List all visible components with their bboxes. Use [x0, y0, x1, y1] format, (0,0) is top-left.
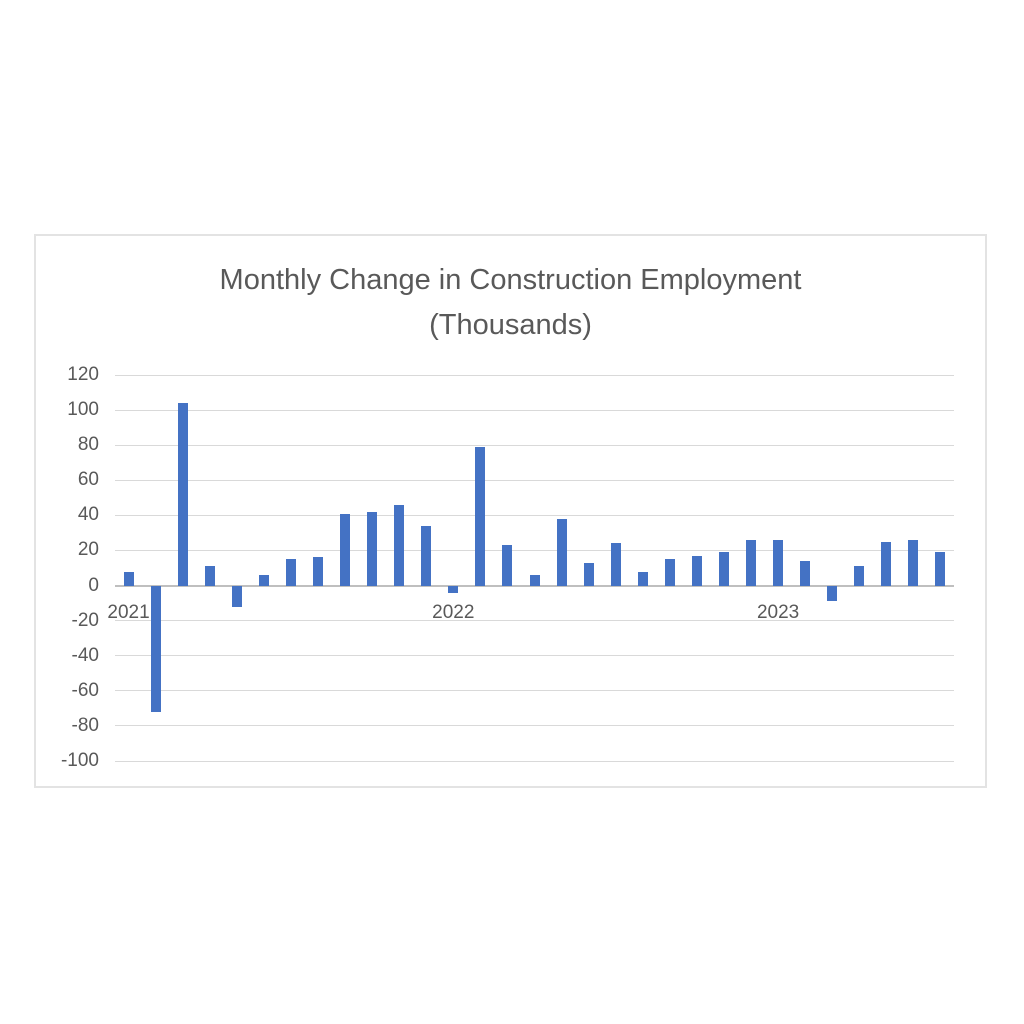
- chart-title-line-1: Monthly Change in Construction Employment: [219, 264, 802, 296]
- bar: [340, 514, 350, 586]
- gridline: [115, 515, 954, 516]
- bar: [881, 542, 891, 586]
- bar: [394, 505, 404, 586]
- y-tick-label: 60: [77, 469, 99, 491]
- gridline: [115, 725, 954, 726]
- employment-bar-chart: [34, 234, 987, 788]
- gridline: [115, 480, 954, 481]
- y-tick-label: 20: [77, 539, 99, 561]
- y-tick-label: 0: [88, 574, 99, 596]
- y-tick-label: 40: [77, 504, 99, 526]
- bar: [313, 557, 323, 585]
- bar: [854, 566, 864, 585]
- y-tick-label: -40: [71, 644, 99, 666]
- bar: [502, 545, 512, 585]
- plot-area: [60, 364, 954, 771]
- bar: [719, 552, 729, 585]
- y-tick-label: -20: [71, 609, 99, 631]
- y-tick-label: 120: [67, 364, 99, 385]
- chart-title: [36, 258, 985, 348]
- bar: [124, 572, 134, 586]
- bar: [232, 586, 242, 607]
- bar: [421, 526, 431, 586]
- bar: [692, 556, 702, 586]
- gridline: [115, 410, 954, 411]
- bar: [448, 586, 458, 593]
- bar: [557, 519, 567, 586]
- bar: [773, 540, 783, 586]
- gridline: [115, 375, 954, 376]
- x-axis-year-label: 2023: [756, 601, 800, 623]
- bar: [638, 572, 648, 586]
- y-tick-label: 80: [77, 434, 99, 456]
- bar: [178, 403, 188, 585]
- x-axis-year-label: 2022: [432, 601, 475, 623]
- gridline: [115, 445, 954, 446]
- bar: [584, 563, 594, 586]
- bar: [827, 586, 837, 602]
- bar: [908, 540, 918, 586]
- gridline: [115, 550, 954, 551]
- chart-title-line-2: (Thousands): [429, 309, 592, 341]
- bar: [367, 512, 377, 586]
- y-tick-label: 100: [67, 399, 99, 421]
- bar: [935, 552, 945, 585]
- gridline: [115, 655, 954, 656]
- bar: [475, 447, 485, 586]
- bar: [530, 575, 540, 586]
- gridline: [115, 690, 954, 691]
- bar: [800, 561, 810, 586]
- y-tick-label: -100: [60, 750, 99, 771]
- y-tick-label: -80: [71, 714, 99, 736]
- bar: [746, 540, 756, 586]
- gridline: [115, 761, 954, 762]
- bar: [665, 559, 675, 585]
- y-tick-label: -60: [71, 679, 99, 701]
- bar: [286, 559, 296, 585]
- bar: [259, 575, 269, 586]
- x-axis-year-label: 2021: [107, 601, 150, 623]
- bar: [611, 543, 621, 585]
- gridline: [115, 620, 954, 621]
- bar: [205, 566, 215, 585]
